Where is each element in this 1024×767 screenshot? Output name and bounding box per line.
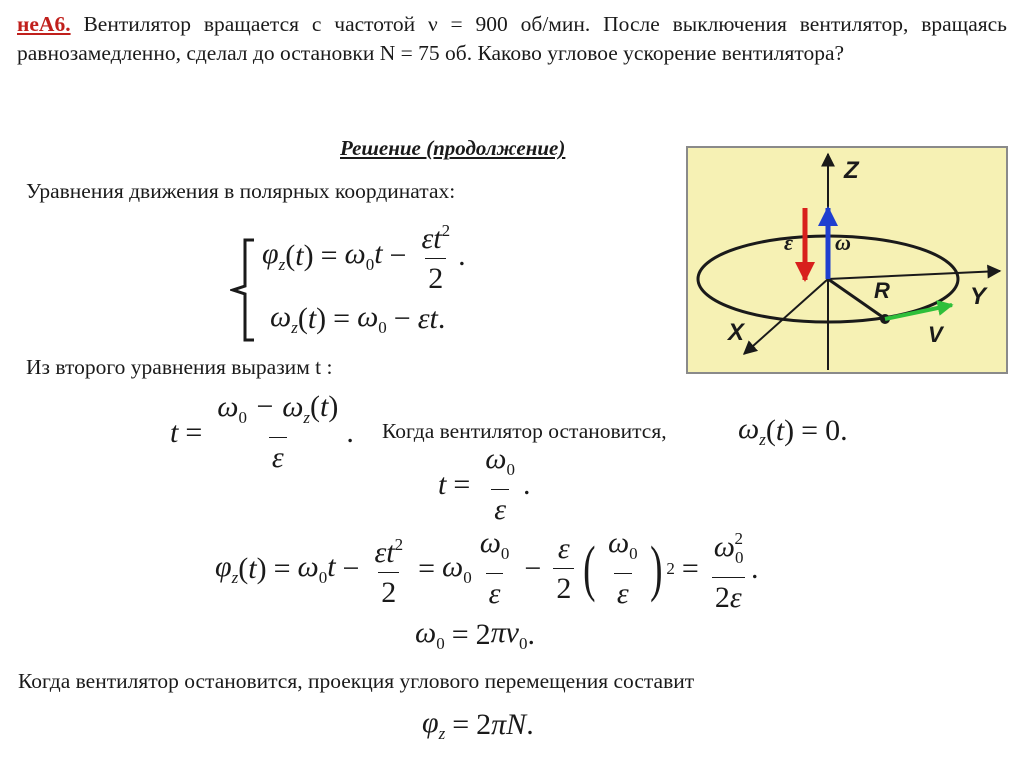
y-axis [828,271,1000,279]
when-stops-text: Когда вентилятор остановится, [382,419,667,443]
problem-statement [17,10,1007,68]
solution-heading: Решение (продолжение) [340,136,566,160]
label-omega: ω [835,230,851,255]
equation-omega-zero: $\omega_z$ ( t ) = 0. [738,412,848,449]
velocity-arrow [885,305,952,319]
displacement-text: Когда вентилятор остановится, проекция углового перемещения составит [18,669,695,693]
equation-phi-total: $\varphi_z$ = 2 πN . [422,706,534,743]
label-r: R [874,278,890,303]
rotation-figure [686,146,1008,374]
equation-t: t = $\frac{\omega_0 - \omega_z(t)}{\varepsilon}$ . [170,390,354,474]
polar-equations-text: Уравнения движения в полярных координатах: [26,179,456,203]
label-epsilon: ε [784,230,794,255]
label-z: Z [844,157,859,184]
express-t-text: Из второго уравнения выразим t : [26,355,333,379]
equation-omega: $\omega_z$ ( t ) = $\omega_0$ − εt . [270,300,446,337]
problem-text: Вентилятор вращается с частотой ν = 900 об/мин. После выключения вентилятор, вращаясь равнозамедленно, сделал до остановки N = 75 об. Каково угловое ускорение вентилятора? [17,12,1007,65]
equation-phi: $\varphi_z$ ( t ) = $\omega_0t$ − $\frac{\varepsilon t^2}{2}$ . [262,221,466,295]
equation-omega0: $\omega_0$ = 2 $\pi\nu_0$ . [415,616,535,653]
rotation-diagram [688,148,1006,372]
equation-t-stop: t = $\frac{\omega_0}{\varepsilon}$ . [438,442,531,526]
label-x: X [728,319,745,346]
system-brace [230,238,256,342]
label-v: V [928,322,943,347]
equation-phi-full: $\varphi_z$ ( t ) = $\omega_0t$ − $\frac{\varepsilon t^2}{2}$ = $\omega_0$ $\frac{\omega_0}{\varepsilon}$ − $\frac{\varepsilon}{2}$ ( $\frac{\omega_0}{\varepsilon}$ ) 2 = $\frac{\omega_0^2}{2\varepsilon}$ . [215,526,759,614]
problem-tag: неА6. [17,12,71,36]
label-y: Y [970,283,987,310]
